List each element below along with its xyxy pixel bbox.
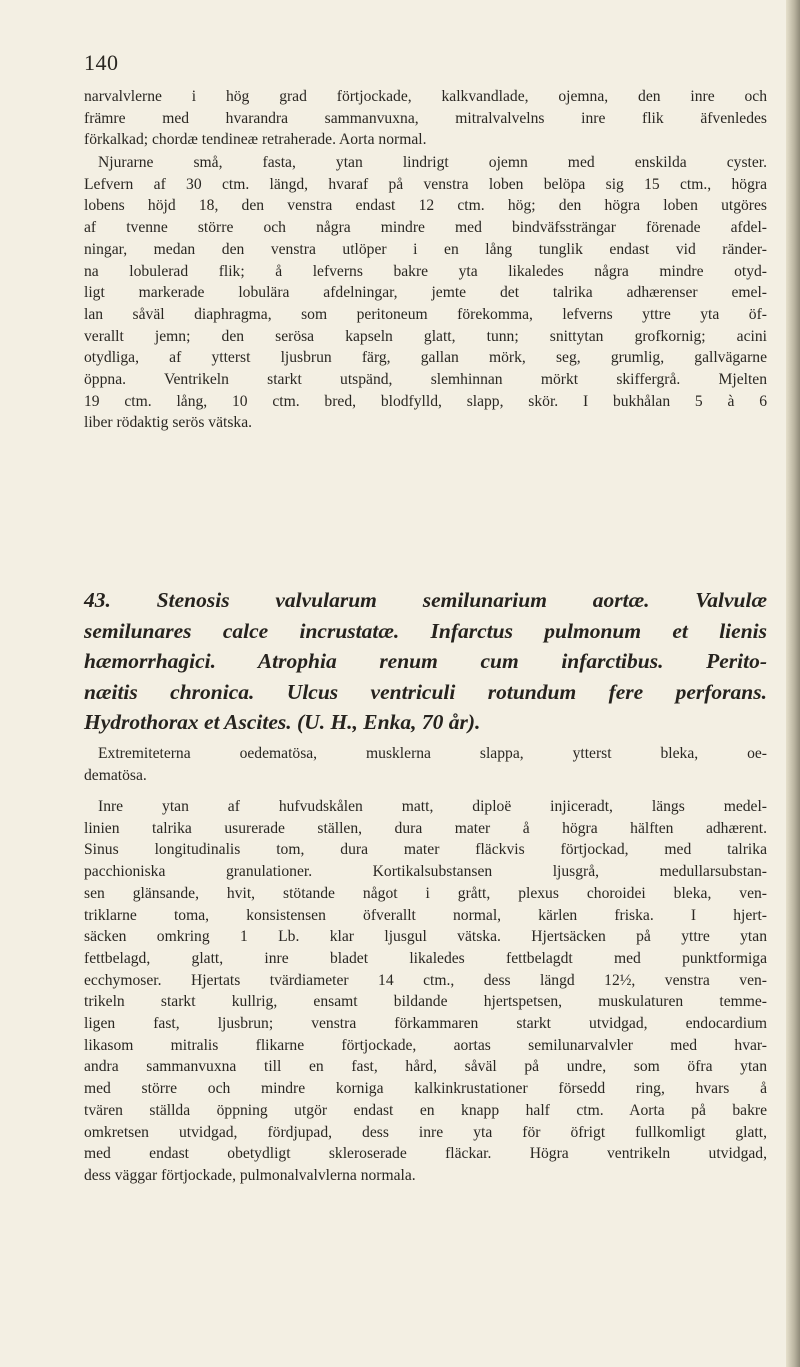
text-line: Sinus longitudinalis tom, dura mater fläckvis förtjockad, med talrika — [84, 841, 767, 859]
text-line: öppna. Ventrikeln starkt utspänd, slemhinnan mörkt skiffergrå. Mjelten — [84, 371, 767, 389]
heading-line: Hydrothorax et Ascites. (U. H., Enka, 70 år). — [84, 710, 481, 734]
text-line: tvären ställda öppning utgör endast en knapp half ctm. Aorta på bakre — [84, 1101, 767, 1119]
text-line: säcken omkring 1 Lb. klar ljusgul vätska. Hjertsäcken på yttre ytan — [84, 928, 767, 946]
text-line: narvalvlerne i hög grad förtjockade, kalkvandlade, ojemna, den inre och — [84, 88, 767, 105]
text-line: ecchymoser. Hjertats tvärdiameter 14 ctm., dess längd 12½, venstra ven- — [84, 971, 767, 989]
heading-line: 43. Stenosis valvularum semilunarium aortæ. Valvulæ — [84, 588, 767, 612]
text-line: Njurarne små, fasta, ytan lindrigt ojemn med enskilda cyster. — [98, 154, 767, 171]
text-line: fettbelagd, glatt, inre bladet likaledes fettbelagdt med punktformiga — [84, 949, 767, 967]
text-line: triklarne toma, konsistensen öfverallt normal, kärlen friska. I hjert- — [84, 906, 767, 924]
page-number: 140 — [84, 50, 119, 75]
text-line: verallt jemn; den serösa kapseln glatt, tunn; snittytan grofkornig; acini — [84, 327, 767, 345]
text-line: Lefvern af 30 ctm. längd, hvaraf på venstra loben belöpa sig 15 ctm., högra — [84, 175, 767, 193]
paragraph-kidneys-liver — [84, 152, 767, 434]
text-line: ligen fast, ljusbrun; venstra förkammaren starkt utvidgad, endocardium — [84, 1015, 767, 1033]
text-line: ningar, medan den venstra utlöper i en lång tunglik endast vid ränder- — [84, 240, 767, 258]
text-line: främre med hvarandra sammanvuxna, mitralvalvelns inre flik äfvenledes — [84, 109, 767, 127]
text-line: af tvenne större och några mindre med bindväfssträngar förenade afdel- — [84, 219, 767, 237]
text-line: linien talrika usurerade ställen, dura mater å högra hälften adhærent. — [84, 819, 767, 837]
text-line: omkretsen utvidgad, fördjupad, dess inre yta för öfrigt fullkomligt glatt, — [84, 1123, 767, 1141]
text-line: dematösa. — [84, 766, 147, 784]
case-heading — [84, 585, 767, 738]
text-line: trikeln starkt kullrig, ensamt bildande hjertspetsen, muskulaturen temme- — [84, 993, 767, 1011]
heading-line: semilunares calce incrustatæ. Infarctus pulmonum et lienis — [84, 618, 767, 643]
text-line: andra sammanvuxna till en fast, hård, såväl på undre, som öfra ytan — [84, 1058, 767, 1076]
paragraph-valves — [84, 86, 767, 151]
text-line: na lobulerad flik; å lefverns bakre yta likaledes några mindre otyd- — [84, 262, 767, 280]
text-line: liber rödaktig serös vätska. — [84, 414, 253, 432]
text-line: 19 ctm. lång, 10 ctm. bred, blodfylld, slapp, skör. I bukhålan 5 à 6 — [84, 392, 767, 410]
text-line: lobens höjd 18, den venstra endast 12 ctm. hög; den högra loben utgöres — [84, 197, 767, 215]
paragraph-skull-heart — [84, 796, 767, 1187]
heading-line: hæmorrhagici. Atrophia renum cum infarctibus. Perito- — [84, 649, 767, 673]
heading-line: næitis chronica. Ulcus ventriculi rotundum fere perforans. — [84, 679, 767, 704]
text-line: likasom mitralis flikarne förtjockade, aortas semilunarvalvler med hvar- — [84, 1036, 767, 1054]
text-line: förkalkad; chordæ tendineæ retraherade. Aorta normal. — [84, 131, 427, 149]
text-line: pacchioniska granulationer. Kortikalsubstansen ljusgrå, medullarsubstan- — [84, 863, 767, 881]
page-edge — [786, 0, 800, 1367]
text-line: med endast obetydligt skleroserade fläckar. Högra ventrikeln utvidgad, — [84, 1145, 767, 1163]
paragraph-extremities — [84, 743, 767, 786]
text-line: lan såväl diaphragma, som peritoneum förekomma, lefverns yttre yta öf- — [84, 305, 767, 323]
text-line: dess väggar förtjockade, pulmonalvalvlerna normala. — [84, 1166, 416, 1184]
text-line: ligt markerade lobulära afdelningar, jemte det talrika adhærenser emel- — [84, 284, 767, 302]
text-line: med större och mindre korniga kalkinkrustationer försedd ring, hvars å — [84, 1080, 767, 1098]
text-line: otydliga, af ytterst ljusbrun färg, gallan mörk, seg, grumlig, gallvägarne — [84, 349, 767, 367]
text-line: Extremiteterna oedematösa, musklerna slappa, ytterst bleka, oe- — [98, 745, 767, 762]
text-line: sen glänsande, hvit, stötande något i grått, plexus choroidei bleka, ven- — [84, 884, 767, 902]
text-line: Inre ytan af hufvudskålen matt, diploë injiceradt, längs medel- — [98, 798, 767, 815]
